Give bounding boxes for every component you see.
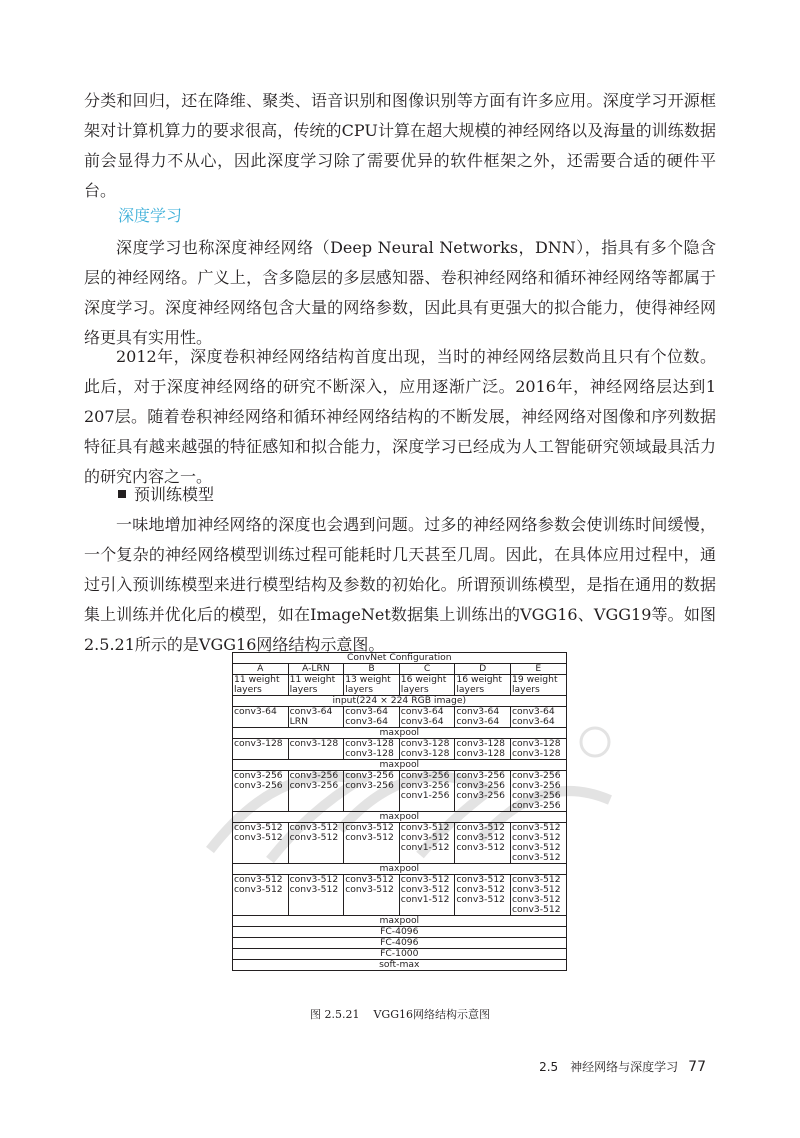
figure-number: 图 2.5.21 (310, 1008, 360, 1021)
layer-cell: conv3-128 conv3-128 (399, 739, 455, 760)
layer-cell: conv3-64 conv3-64 (455, 707, 511, 728)
layer-cell: conv3-128 conv3-128 (344, 739, 400, 760)
depth-cell: 16 weight layers (399, 675, 455, 696)
depth-cell: 11 weight layers (233, 675, 289, 696)
page-footer (539, 1058, 706, 1075)
column-header: E (510, 664, 566, 675)
layer-cell: conv3-512 conv3-512 conv3-512 (455, 875, 511, 916)
layer-cell: conv3-512 conv3-512 conv3-512 conv3-512 (510, 875, 566, 916)
figure-title: VGG16网络结构示意图 (373, 1008, 490, 1021)
layer-cell: conv3-512 conv3-512 (288, 823, 344, 864)
layer-cell: conv3-512 conv3-512 (233, 875, 289, 916)
layer-cell: conv3-512 conv3-512 (344, 875, 400, 916)
maxpool-row: maxpool (233, 812, 567, 823)
paragraph-pretrained: 一味地增加神经网络的深度也会遇到问题。过多的神经网络参数会使训练时间缓慢，一个复杂的神经网络模型训练过程可能耗时几天甚至几周。因此，在具体应用过程中，通过引入预训练模型来进行模型结构及参数的初始化。所谓预训练模型，是指在通用的数据集上训练并优化后的模型，如在ImageNet数据集上训练出的VGG16、VGG19等。如图2.5.21所示的是VGG16网络结构示意图。 (84, 515, 716, 654)
layer-cell: conv3-512 conv3-512 (344, 823, 400, 864)
layer-cell: conv3-128 (288, 739, 344, 760)
softmax-row: soft-max (233, 960, 567, 971)
figure-caption (0, 1006, 800, 1022)
layer-cell: conv3-512 conv3-512 (288, 875, 344, 916)
column-header: A-LRN (288, 664, 344, 675)
maxpool-row: maxpool (233, 864, 567, 875)
page-number: 77 (688, 1059, 706, 1075)
heading-pretrained-label: 预训练模型 (134, 485, 215, 504)
layer-cell: conv3-128 conv3-128 (455, 739, 511, 760)
fc-row: FC-1000 (233, 949, 567, 960)
layer-cell: conv3-512 conv3-512 conv3-512 conv3-512 (510, 823, 566, 864)
layer-cell: conv3-128 (233, 739, 289, 760)
maxpool-row: maxpool (233, 760, 567, 771)
heading-pretrained-model (118, 482, 214, 505)
layer-cell: conv3-64 conv3-64 (399, 707, 455, 728)
heading-deep-learning: 深度学习 (118, 206, 183, 225)
depth-cell: 11 weight layers (288, 675, 344, 696)
layer-cell: conv3-64 conv3-64 (510, 707, 566, 728)
layer-cell: conv3-256 conv3-256 (288, 771, 344, 812)
layer-cell: conv3-64 LRN (288, 707, 344, 728)
column-header: D (455, 664, 511, 675)
paragraph-dnn-definition: 深度学习也称深度神经网络（Deep Neural Networks，DNN），指具有多个隐含层的神经网络。广义上，含多隐层的多层感知器、卷积神经网络和循环神经网络等都属于深度学习。深度神经网络包含大量的网络参数，因此具有更强大的拟合能力，使得神经网络更具有实用性。 (84, 238, 716, 347)
paragraph-intro: 分类和回归，还在降维、聚类、语音识别和图像识别等方面有许多应用。深度学习开源框架对计算机算力的要求很高，传统的CPU计算在超大规模的神经网络以及海量的训练数据前会显得力不从心，因此深度学习除了需要优异的软件框架之外，还需要合适的硬件平台。 (84, 91, 716, 200)
layer-cell: conv3-512 conv3-512 conv3-512 (455, 823, 511, 864)
layer-cell: conv3-512 conv3-512 (233, 823, 289, 864)
layer-cell: conv3-512 conv3-512 conv1-512 (399, 823, 455, 864)
layer-cell: conv3-64 conv3-64 (344, 707, 400, 728)
square-bullet-icon (118, 490, 126, 498)
footer-section: 2.5 神经网络与深度学习 (539, 1060, 679, 1074)
column-header: B (344, 664, 400, 675)
fc-row: FC-4096 (233, 938, 567, 949)
layer-cell: conv3-128 conv3-128 (510, 739, 566, 760)
depth-cell: 16 weight layers (455, 675, 511, 696)
fc-row: FC-4096 (233, 927, 567, 938)
depth-cell: 13 weight layers (344, 675, 400, 696)
maxpool-row: maxpool (233, 916, 567, 927)
depth-cell: 19 weight layers (510, 675, 566, 696)
input-row: input(224 × 224 RGB image) (233, 696, 567, 707)
layer-cell: conv3-256 conv3-256 conv3-256 conv3-256 (510, 771, 566, 812)
column-header: C (399, 664, 455, 675)
layer-cell: conv3-64 (233, 707, 289, 728)
layer-cell: conv3-256 conv3-256 (233, 771, 289, 812)
table-title: ConvNet Configuration (233, 653, 567, 664)
layer-cell: conv3-512 conv3-512 conv1-512 (399, 875, 455, 916)
paragraph-dnn-history: 2012年，深度卷积神经网络结构首度出现，当时的神经网络层数尚且只有个位数。此后，对于深度神经网络的研究不断深入，应用逐渐广泛。2016年，神经网络层达到1 207层。随着卷积神经网络和循环神经网络结构的不断发展，神经网络对图像和序列数据特征具有越来越强的特征感知和拟合能力，深度学习已经成为人工智能研究领域最具活力的研究内容之一。 (84, 347, 716, 486)
column-header: A (233, 664, 289, 675)
vgg-config-table (232, 652, 567, 971)
layer-cell: conv3-256 conv3-256 conv3-256 (455, 771, 511, 812)
maxpool-row: maxpool (233, 728, 567, 739)
layer-cell: conv3-256 conv3-256 (344, 771, 400, 812)
layer-cell: conv3-256 conv3-256 conv1-256 (399, 771, 455, 812)
